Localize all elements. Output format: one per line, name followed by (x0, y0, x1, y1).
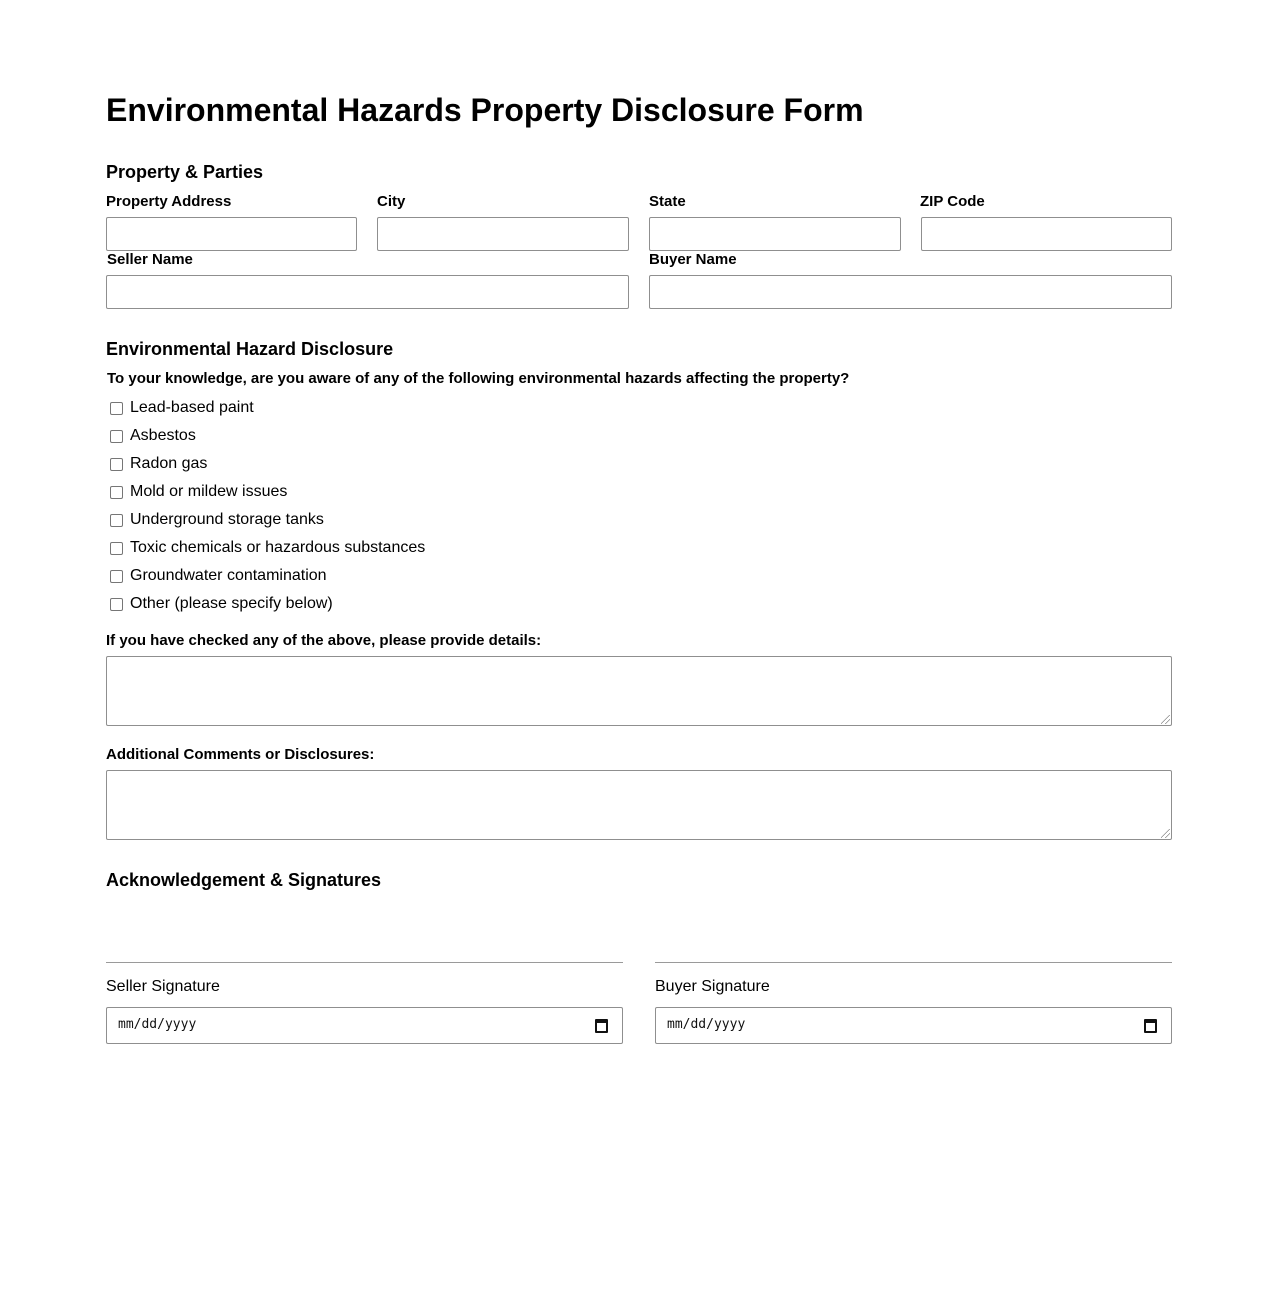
seller-signature-label: Seller Signature (106, 978, 220, 995)
hazard-option-label: Toxic chemicals or hazardous substances (130, 539, 426, 556)
property-address-input[interactable] (106, 217, 357, 251)
calendar-icon[interactable] (595, 1019, 608, 1033)
checkbox[interactable] (110, 486, 123, 499)
hazard-option-asbestos[interactable] (110, 422, 425, 450)
section-heading-property: Property & Parties (106, 162, 264, 182)
city-input[interactable] (377, 217, 629, 251)
buyer-name-label: Buyer Name (649, 251, 737, 268)
hazard-question: To your knowledge, are you aware of any of the following environmental hazards affecting the property? (107, 370, 850, 387)
checkbox[interactable] (110, 542, 123, 555)
hazard-option-radon[interactable] (110, 450, 425, 478)
hazard-option-label: Radon gas (130, 455, 208, 472)
property-address-label: Property Address (106, 193, 232, 210)
seller-name-label: Seller Name (107, 251, 193, 268)
hazard-option-groundwater[interactable] (110, 562, 425, 590)
hazard-option-other[interactable] (110, 590, 425, 618)
hazard-option-label: Asbestos (130, 427, 196, 444)
details-label: If you have checked any of the above, please provide details: (106, 632, 542, 649)
zip-code-label: ZIP Code (920, 193, 985, 210)
comments-textarea[interactable] (106, 770, 1172, 840)
hazard-option-lead-paint[interactable] (110, 394, 425, 422)
resize-grip-icon[interactable] (1161, 829, 1170, 838)
buyer-signature-label: Buyer Signature (655, 978, 770, 995)
section-heading-hazards: Environmental Hazard Disclosure (106, 339, 394, 359)
section-heading-signatures: Acknowledgement & Signatures (106, 870, 382, 890)
hazard-option-label: Lead-based paint (130, 399, 254, 416)
checkbox[interactable] (110, 514, 123, 527)
state-label: State (649, 193, 686, 210)
checkbox[interactable] (110, 430, 123, 443)
buyer-date-input[interactable] (655, 1007, 1172, 1044)
comments-label: Additional Comments or Disclosures: (106, 746, 375, 763)
hazard-checkbox-list (110, 394, 425, 618)
resize-grip-icon[interactable] (1161, 715, 1170, 724)
city-label: City (377, 193, 406, 210)
page-title: Environmental Hazards Property Disclosure Form (106, 92, 864, 128)
state-input[interactable] (649, 217, 901, 251)
date-placeholder: mm/dd/yyyy (667, 1017, 746, 1032)
checkbox[interactable] (110, 458, 123, 471)
seller-name-input[interactable] (106, 275, 629, 309)
hazard-option-mold[interactable] (110, 478, 425, 506)
hazard-option-storage-tanks[interactable] (110, 506, 425, 534)
calendar-icon[interactable] (1144, 1019, 1157, 1033)
hazard-option-label: Groundwater contamination (130, 567, 327, 584)
seller-date-input[interactable] (106, 1007, 623, 1044)
buyer-name-input[interactable] (649, 275, 1172, 309)
date-placeholder: mm/dd/yyyy (118, 1017, 197, 1032)
checkbox[interactable] (110, 598, 123, 611)
checkbox[interactable] (110, 402, 123, 415)
hazard-option-label: Underground storage tanks (130, 511, 324, 528)
checkbox[interactable] (110, 570, 123, 583)
buyer-signature-line[interactable] (655, 962, 1172, 963)
details-textarea[interactable] (106, 656, 1172, 726)
hazard-option-label: Mold or mildew issues (130, 483, 288, 500)
hazard-option-toxic-chemicals[interactable] (110, 534, 425, 562)
hazard-option-label: Other (please specify below) (130, 595, 333, 612)
seller-signature-line[interactable] (106, 962, 623, 963)
zip-code-input[interactable] (921, 217, 1172, 251)
